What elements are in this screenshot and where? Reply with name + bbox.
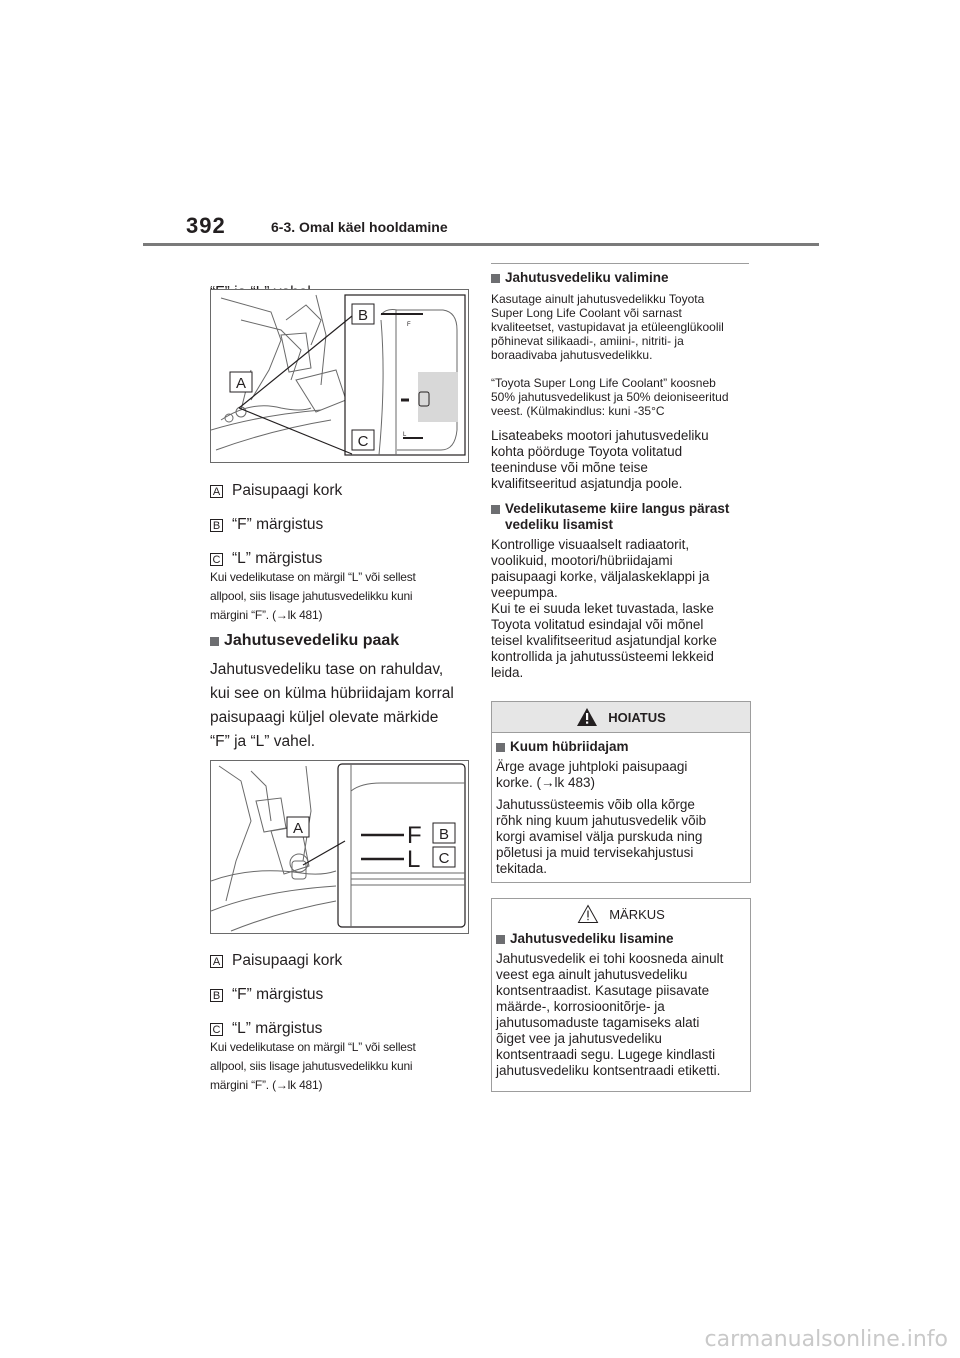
para-line: “F” ja “L” vahel. [210, 733, 316, 750]
heading-text: Jahutusvedeliku lisamine [510, 931, 674, 946]
para-line: veest. (Külmakindlus: kuni -35°C [491, 404, 665, 418]
heading-text: Jahutusvedeliku valimine [505, 270, 669, 285]
legend-item-a [210, 474, 470, 508]
note-line: allpool, siis lisage jahutusvedelikku kuni [210, 589, 413, 603]
legend-item-b [210, 508, 470, 542]
para-line: kohta pöörduge Toyota volitatud [491, 444, 683, 459]
paragraph-leak-check [491, 537, 750, 681]
para-line: Kontrollige visuaalselt radiaatorit, [491, 537, 690, 552]
legend-list-1 [210, 474, 470, 576]
warning-body [492, 733, 750, 877]
para-line: kontrollida ja jahutussüsteemi lekkeid [491, 649, 714, 664]
para-line: korgi avamisel välja purskuda ning [496, 829, 703, 844]
paragraph-coolant-composition [491, 376, 750, 418]
heading-line [491, 501, 750, 517]
para-line: Super Long Life Coolant või sarnast [491, 306, 682, 320]
square-bullet-icon [491, 505, 500, 514]
heading-level-drop [491, 501, 750, 533]
para-line: korke. (→lk 483) [496, 775, 596, 790]
para-line: määrde-, korrosioonitõrje- ja [496, 999, 665, 1014]
warning-title: HOIATUS [608, 709, 666, 725]
para-line: boraadivaba jahutusvedelikku. [491, 348, 653, 362]
callout-c: C [438, 850, 450, 867]
note-line: Kui vedelikutase on märgil “L” või sellest [210, 570, 416, 584]
para-line: jahutusomaduste tagamiseks alati [496, 1015, 700, 1030]
figure-coolant-reservoir-2 [210, 760, 469, 934]
callout-a: A [235, 375, 247, 392]
para-line: voolikuid, mootori/hübriidajami [491, 553, 673, 568]
para-line: jahutusvedeliku kontsentraadi etiketti. [496, 1063, 721, 1078]
callout-c: C [357, 433, 369, 450]
legend-item-a [210, 944, 470, 978]
callout-b: B [357, 307, 369, 324]
section-title: 6-3. Omal käel hooldamine [271, 219, 448, 235]
notice-heading [496, 931, 746, 947]
para-line: paisupaagi küljel olevate märkide [210, 709, 439, 726]
para-line: leida. [491, 665, 524, 680]
legend-box: C [210, 553, 223, 566]
legend-text: “L” märgistus [232, 1020, 323, 1037]
right-top-rule [491, 263, 749, 264]
figure-1-illustration [211, 290, 468, 462]
para-line: 50% jahutusvedelikust ja 50% deioniseeritud [491, 390, 729, 404]
warning-header [492, 702, 750, 733]
legend-box: A [210, 485, 223, 498]
para-line: põhinevat silikaadi-, amiini-, nitriti- ja [491, 334, 684, 348]
para-line: Jahutusvedelik ei tohi koosneda ainult [496, 951, 724, 966]
warning-heading [496, 739, 746, 755]
heading-text: Jahutusevedeliku paak [224, 632, 400, 649]
para-line: õiget vee ja jahutusvedeliku [496, 1031, 662, 1046]
para-line: kvalifitseeritud asjatundja poole. [491, 476, 683, 491]
para-line: põletusi ja muid tervisekahjustusi [496, 845, 694, 860]
para-line: Kasutage ainult jahutusvedelikku Toyota [491, 292, 705, 306]
page-number: 392 [186, 213, 226, 238]
paragraph-coolant-tank [210, 658, 480, 754]
square-bullet-icon [210, 637, 219, 646]
paragraph-more-info [491, 428, 750, 492]
note-2 [210, 1038, 470, 1095]
para-line: kvaliteetset, vastupidavat ja etüleenglükoolil [491, 320, 724, 334]
legend-text: Paisupaagi kork [232, 952, 343, 969]
legend-list-2 [210, 944, 470, 1046]
heading-coolant-selection [491, 270, 750, 286]
notice-box [491, 898, 751, 1092]
legend-text: Paisupaagi kork [232, 482, 343, 499]
legend-text: “L” märgistus [232, 550, 323, 567]
note-line: märgini “F”. (→lk 481) [210, 1078, 323, 1092]
legend-box: C [210, 1023, 223, 1036]
square-bullet-icon [496, 935, 505, 944]
note-line: Kui vedelikutase on märgil “L” või sellest [210, 1040, 416, 1054]
para-line: rõhk ning kuum jahutusvedelik võib [496, 813, 707, 828]
figure-2-illustration [211, 761, 468, 933]
note-1 [210, 568, 470, 625]
para-line: Lisateabeks mootori jahutusvedeliku [491, 428, 709, 443]
legend-text: “F” märgistus [232, 986, 324, 1003]
para-line: paisupaagi korke, väljalaskeklappi ja [491, 569, 710, 584]
para-line: kontsentraadist. Kasutage piisavate [496, 983, 710, 998]
heading-text: Vedelikutaseme kiire langus pärast [505, 501, 730, 516]
legend-text: “F” märgistus [232, 516, 324, 533]
l-mark: L [407, 846, 421, 873]
caution-outline-icon [577, 904, 599, 924]
f-mark: F [407, 822, 422, 849]
warning-triangle-icon [576, 707, 598, 727]
watermark: carmanualsonline.info [704, 1327, 948, 1352]
legend-item-b [210, 978, 470, 1012]
legend-box: B [210, 989, 223, 1002]
f-mark-small: F [407, 322, 411, 328]
l-mark-small: L [403, 432, 407, 438]
legend-box: A [210, 955, 223, 968]
para-line: veest ega ainult jahutusvedeliku [496, 967, 688, 982]
warning-box [491, 701, 751, 883]
heading-text: Kuum hübriidajam [510, 739, 629, 754]
paragraph-coolant-type [491, 292, 750, 362]
legend-box: B [210, 519, 223, 532]
square-bullet-icon [496, 743, 505, 752]
para-line: kontsentraadi segu. Lugege kindlasti [496, 1047, 716, 1062]
note-line: märgini “F”. (→lk 481) [210, 608, 323, 622]
note-line: allpool, siis lisage jahutusvedelikku kuni [210, 1059, 413, 1073]
para-line: Jahutusvedeliku tase on rahuldav, [210, 661, 444, 678]
notice-para [496, 951, 746, 1079]
notice-body [492, 929, 750, 1079]
square-bullet-icon [491, 274, 500, 283]
notice-header [492, 899, 750, 929]
para-line: veepumpa. [491, 585, 558, 600]
warning-para-1 [496, 759, 746, 791]
para-line: Kui te ei suuda leket tuvastada, laske [491, 601, 714, 616]
para-line: kui see on külma hübriidajam korral [210, 685, 454, 702]
para-line: Toyota volitatud esindajal või mõnel [491, 617, 704, 632]
notice-title: MÄRKUS [609, 906, 665, 922]
warning-para-2 [496, 797, 746, 877]
para-line: “Toyota Super Long Life Coolant” koosneb [491, 376, 716, 390]
callout-a: A [292, 820, 304, 837]
para-line: Jahutussüsteemis võib olla kõrge [496, 797, 695, 812]
para-line: teisel kvalifitseeritud asjatundjal korke [491, 633, 717, 648]
header-rule [143, 243, 819, 246]
para-line: teeninduse või mõne teise [491, 460, 648, 475]
para-line: Ärge avage juhtploki paisupaagi [496, 759, 688, 774]
para-line: tekitada. [496, 861, 548, 876]
heading-line: vedeliku lisamist [505, 517, 614, 532]
heading-coolant-tank [210, 632, 470, 650]
callout-b: B [438, 826, 450, 843]
figure-coolant-reservoir-1 [210, 289, 469, 463]
